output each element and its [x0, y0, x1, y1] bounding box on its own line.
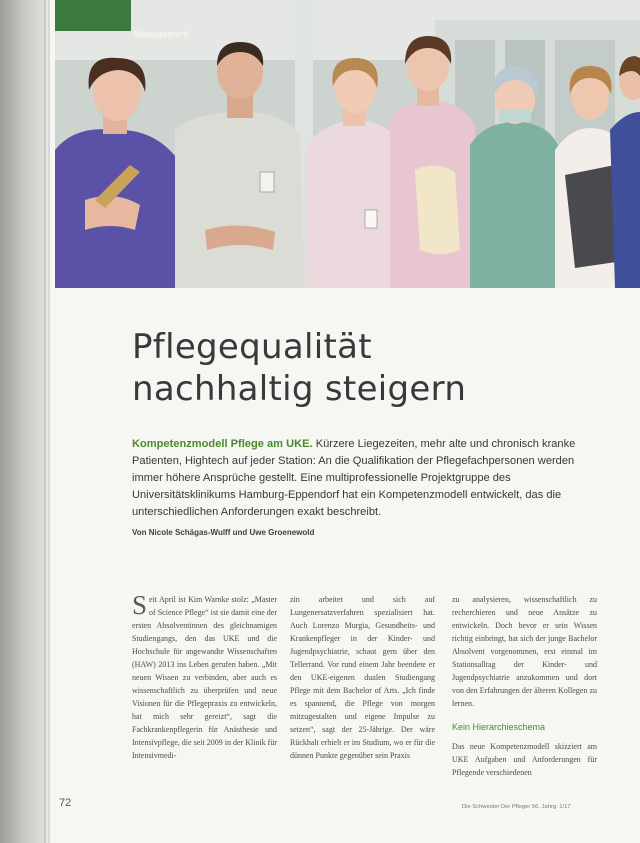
article-title: [132, 326, 612, 410]
staff-group-photo: [55, 0, 640, 288]
section-tab: [55, 0, 131, 31]
title-line-1: Pflegequalität: [132, 327, 372, 367]
body-column-1: [132, 590, 277, 762]
photo-illustration: [55, 0, 640, 288]
drop-cap: S: [132, 590, 148, 620]
article-lead: [132, 436, 602, 521]
article-authors: Von Nicole Schägas-Wulff und Uwe Groenewold: [132, 528, 315, 537]
subheading: Kein Hierarchieschema: [452, 722, 546, 732]
title-line-2: nachhaltig steigern: [132, 369, 467, 409]
column-2-text: zin arbeitet und sich auf Lungenersatzverfahren spezialisiert hat. Auch Lorenzo Murgia, Gesundheits- und Krankenpfleger in der Kinder- und Jugendpsychiatrie, schaut gern über den Tellerrand. Vor rund einem Jahr beendete er den UKE-eigenen dualen Studiengang Pflege mit dem Bachelor of Arts. „Ich finde es spannend, die Pflege von morgen mitzugestalten und eigene Impulse zu setzen“, sagt der 25-Jährige. Der wäre Rückhalt erhielt er im Studium, wo er für die dünnen Punkte gegenüber sein Praxis: [290, 595, 435, 760]
column-3-text-continued: Das neue Kompetenzmodell skizziert am UKE Aufgaben und Anforderungen für Pflegende verschiedenen: [452, 742, 597, 777]
lead-text: Kürzere Liegezeiten, mehr alte und chronisch kranke Patienten, Hightech auf jeder Station: An die Qualifikation der Pflegefachpersonen werden immer höhere Ansprüche gestellt. Eine multiprofessionelle Projektgruppe des Universitätsklinikums Hamburg-Eppendorf hat ein Kompetenzmodell entwickelt, das die unterschiedlichen Anforderungen exakt beschreibt.: [132, 438, 576, 518]
magazine-spine: [0, 0, 48, 843]
column-3-text: zu analysieren, wissenschaftlich zu recherchieren und neue Ansätze zu entwickeln. Doch bevor er sein Wissen richtig einbringt, hat sich der junge Bachelor Absolvent vorgenommen, erst einmal im Stationsalltag der Kinder- und Jugendpsychiatrie anzukommen und dort von den Erfahrungen der älteren Kollegen zu lernen.: [452, 595, 597, 708]
column-1-text: eit April ist Kim Warnke stolz: „Master of Science Pflege“ ist sie damit eine der ersten Absolventinnen des gleichnamigen Studiengangs, den das UKE und die Hochschule für angewandte Wissenschaften (HAW) 2013 ins Leben gerufen haben. „Mit neuen Wissen zu verbinden, aber auch es wissenschaftlich zu überprüfen und neue Visionen für die Pflegepraxis zu entwickeln, hat mich sehr gereizt“, sagt die Fachkrankenpflegerin für Anästhesie und Intensivpflege, die seit 2009 in der Klinik für Intensivmedi-: [132, 595, 277, 760]
section-label: Management: [134, 29, 190, 39]
body-column-3: [452, 593, 597, 779]
body-column-2: [290, 593, 435, 762]
lead-label: Kompetenzmodell Pflege am UKE.: [132, 438, 313, 450]
page-number: 72: [59, 797, 72, 809]
journal-footer: Die Schwester Der Pfleger 56. Jahrg. 1/17: [462, 804, 571, 810]
